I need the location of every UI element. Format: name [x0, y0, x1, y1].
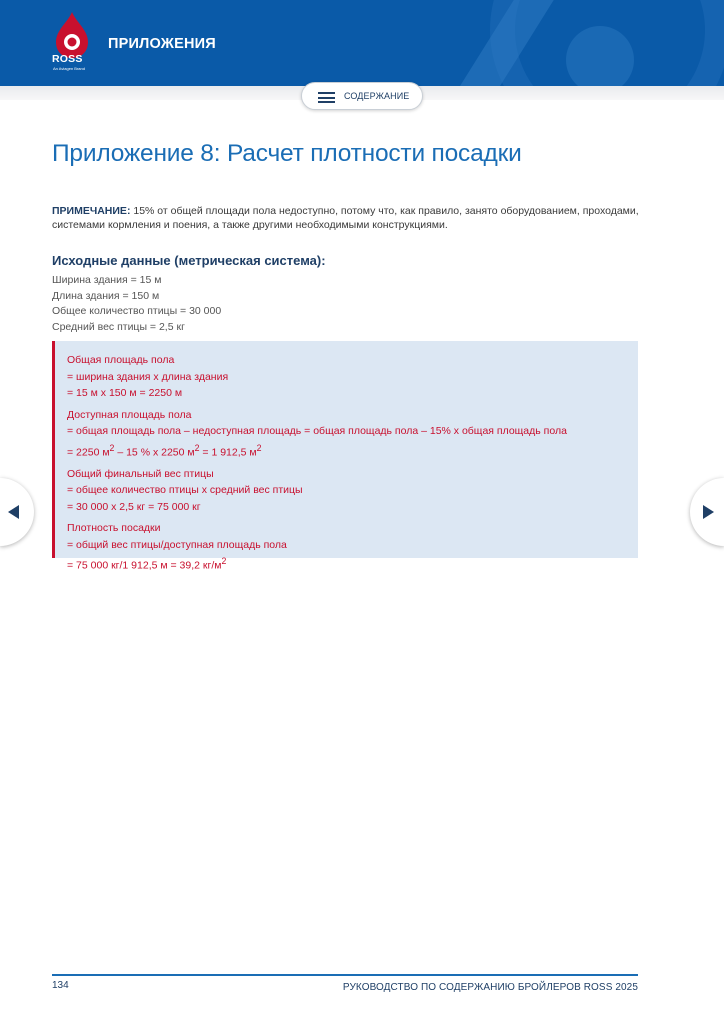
calc-group-total-weight	[67, 466, 638, 516]
page-title: Приложение 8: Расчет плотности посадки	[52, 140, 522, 167]
calc-result: = 15 м х 150 м = 2250 м	[67, 387, 183, 399]
calc-group-density	[67, 520, 638, 574]
calc-result	[67, 440, 638, 461]
inputs-list	[52, 273, 221, 335]
input-item: Общее количество птицы = 30 000	[52, 305, 222, 317]
section-title: ПРИЛОЖЕНИЯ	[108, 36, 216, 52]
calc-formula: = общая площадь пола – недоступная площадь = общая площадь пола – 15% х общая площадь пола	[67, 425, 567, 437]
toc-label: СОДЕРЖАНИЕ	[344, 91, 410, 101]
input-item: Длина здания = 150 м	[52, 289, 160, 302]
input-item: Ширина здания = 15 м	[52, 274, 162, 286]
header-band	[0, 0, 724, 86]
calc-label: Общий финальный вес птицы	[67, 467, 214, 480]
footer-title: РУКОВОДСТВО ПО СОДЕРЖАНИЮ БРОЙЛЕРОВ ROSS 2025	[342, 982, 638, 993]
calc-result-part: = 1 912,5 м	[199, 446, 257, 458]
brand-subtitle: An Aviagen Brand	[53, 66, 85, 71]
calc-result-part: – 15 % х 2250 м	[114, 446, 195, 458]
note-label: ПРИМЕЧАНИЕ:	[52, 205, 131, 217]
superscript: 2	[221, 556, 227, 566]
calc-result: = 30 000 х 2,5 кг = 75 000 кг	[67, 500, 201, 513]
page-number: 134	[52, 980, 69, 991]
note-text-line1: 15% от общей площади пола недоступно, потому что, как правило, занято оборудованием, проходами,	[130, 205, 639, 217]
calc-result-part: = 2250 м	[67, 446, 110, 458]
calculation-box	[52, 341, 638, 572]
calc-group-available-area	[67, 407, 638, 461]
calc-formula: = ширина здания х длина здания	[67, 370, 229, 383]
next-page-button[interactable]	[690, 478, 724, 546]
footer-rule	[52, 974, 638, 976]
note-text-line2: системами кормления и поения, а также другими необходимыми конструкциями.	[52, 219, 448, 231]
superscript: 2	[194, 442, 200, 453]
previous-page-button[interactable]	[0, 478, 34, 546]
note-paragraph	[52, 204, 652, 232]
calc-label: Доступная площадь пола	[67, 408, 192, 421]
input-item: Средний вес птицы = 2,5 кг	[52, 320, 185, 333]
hamburger-icon	[318, 92, 335, 103]
chevron-left-icon	[8, 505, 20, 519]
brand-name: ROSS	[52, 53, 83, 65]
calc-group-total-area	[67, 352, 638, 402]
calc-label: Плотность посадки	[67, 522, 161, 534]
table-of-contents-button[interactable]	[301, 82, 423, 110]
calc-result	[67, 553, 638, 574]
inputs-subheading: Исходные данные (метрическая система):	[52, 253, 326, 268]
calc-label: Общая площадь пола	[67, 354, 175, 366]
superscript: 2	[256, 442, 262, 453]
calc-formula: = общий вес птицы/доступная площадь пола	[67, 538, 287, 551]
chevron-right-icon	[702, 505, 714, 519]
superscript: 2	[109, 442, 115, 453]
calc-formula: = общее количество птицы х средний вес птицы	[67, 484, 303, 496]
calc-result-part: = 75 000 кг/1 912,5 м = 39,2 кг/м	[67, 559, 222, 572]
